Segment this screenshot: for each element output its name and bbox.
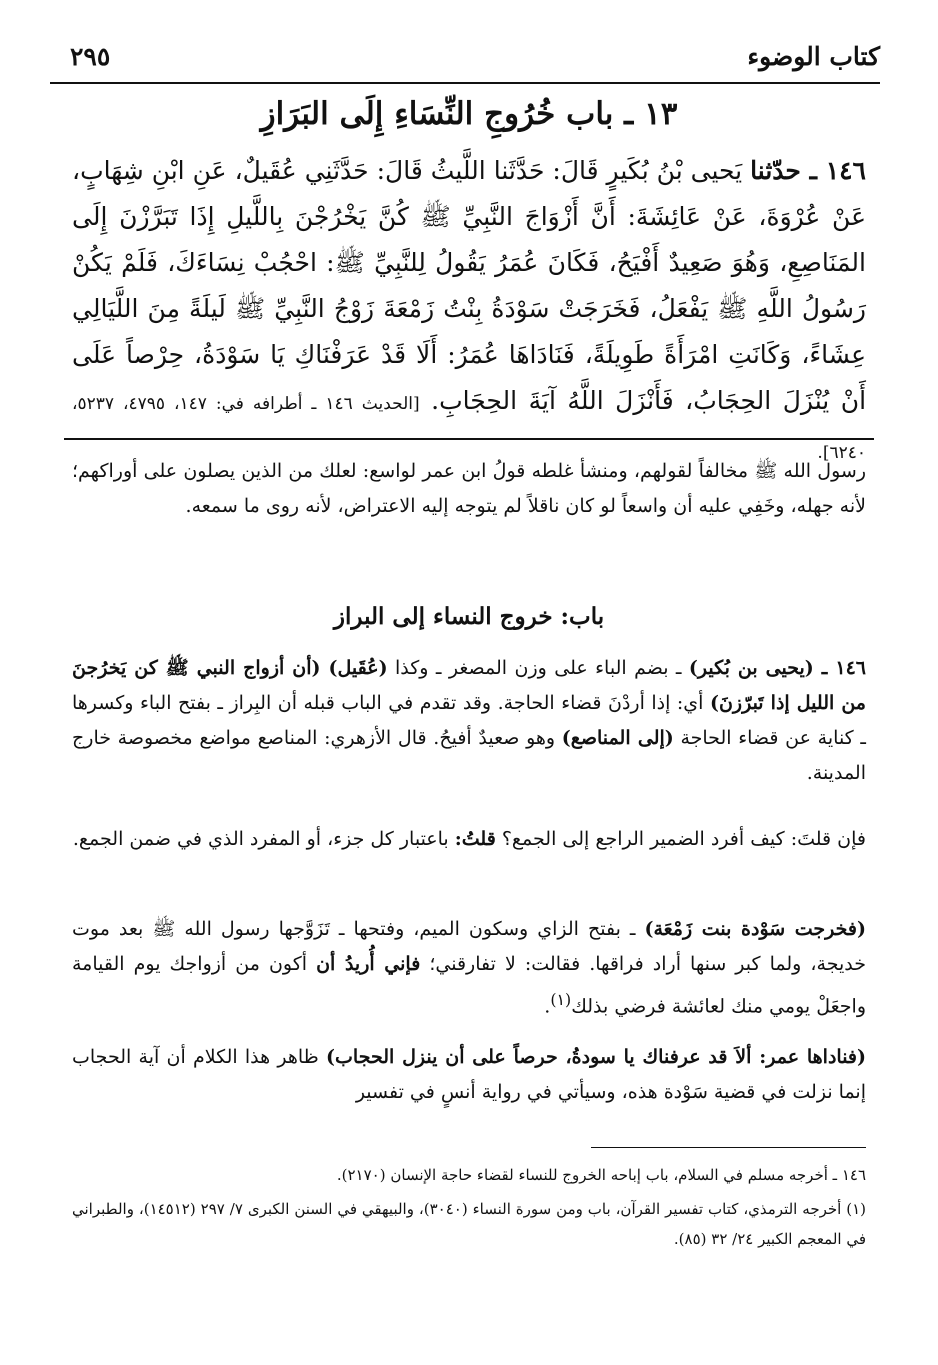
commentary-text: ـ بفتح الزاي وسكون الميم، وفتحها ـ تَزَوَّجها رسول الله ﷺ بعد موت خديجة، ولما كبر سنها أراد فراقها. فقالت: لا تفارقني؛ — [72, 918, 866, 975]
commentary-paragraph-1 — [72, 651, 866, 791]
commentary-text: أي: إذا أردْنَ قضاء الحاجة. وقد تقدم في الباب قبله أن البِراز ـ بفتح الباء وكسرها ـ كناية عن قضاء الحاجة — [72, 692, 866, 749]
footnote-marker: (١) — [550, 990, 572, 1009]
hadith-body: يَحيى بْنُ بُكَيرٍ قَالَ: حَدَّثَنا اللَّيثُ قَالَ: حَدَّثَنِي عُقَيلٌ، عَنِ ابْنِ شِهَابٍ، عَنْ عُرْوَةَ، عَنْ عَائِشَةَ: أَنَّ أَزْوَاجَ النَّبِيِّ ﷺ كُنَّ يَخْرُجْنَ بِاللَّيلِ إِذَا تَبَرَّزْنَ إِلَى المَنَاصِعِ، وَهُوَ صَعِيدٌ أَفْيَحُ، فَكَانَ عُمَرُ يَقُولُ لِلنَّبِيِّ ﷺ: احْجُبْ نِسَاءَكَ، فَلَمْ يَكُنْ رَسُولُ اللَّهِ ﷺ يَفْعَلُ، فَخَرَجَتْ سَوْدَةُ بِنْتُ زَمْعَةَ زَوْجُ النَّبِيِّ ﷺ لَيلَةً مِنَ اللَّيَالِي عِشَاءً، وَكَانَتِ امْرَأَةً طَوِيلَةً، فَنَادَاهَا عُمَرُ: أَلَا قَدْ عَرَفْنَاكِ يَا سَوْدَةُ، حِرْصاً عَلَى أَنْ يُنْزَلَ الحِجَابُ، فَأَنْزَلَ اللَّهُ آيَةَ الحِجَابِ. — [72, 156, 867, 415]
commentary-paragraph-3 — [72, 912, 866, 1024]
chapter-title: ١٣ ـ باب خُرُوجِ النِّسَاءِ إِلَى البَرَازِ — [260, 96, 678, 132]
footnote: ١٤٦ ـ أخرجه مسلم في السلام، باب إباحه الخروج للنساء لقضاء حاجة الإنسان (٢١٧٠). — [336, 1166, 866, 1184]
commentary-lemma: (فناداها عمر: ألاَ قد عرفناك يا سودةُ، حرصاً على أن ينزل الحجاب) — [326, 1046, 866, 1068]
commentary-text: فإن قلتَ: كيف أفرد الضمير الراجع إلى الجمع؟ — [495, 828, 866, 850]
commentary-lemma: قلتُ: — [454, 828, 496, 850]
commentary-carry-over: رسول الله ﷺ مخالفاً لقولهم، ومنشأ غلطه قولُ ابن عمر لواسع: لعلك من الذين يصلون على أوراكهم؛ لأنه جهله، وخَفِي عليه أن واسعاً لو كان ناقلاً لم يتوجه إليه الاعتراض، لأنه روى ما سمعه. — [72, 460, 866, 517]
footnote-divider — [591, 1147, 866, 1148]
commentary-text: . — [544, 995, 551, 1018]
commentary-chapter-title: باب: خروج النساء إلى البراز — [333, 603, 605, 630]
commentary-paragraph-2 — [72, 822, 866, 857]
commentary-text: ظاهر هذا الكلام أن آية الحجاب إنما نزلت في قضية سَوْدة هذه، وسيأتي في رواية أنسٍ في تفسير — [72, 1046, 866, 1103]
footnote: (١) أخرجه الترمذي، كتاب تفسير القرآن، باب ومن سورة النساء (٣٠٤٠)، والبيهقي في السنن الكبرى ٧/ ٢٩٧ (١٤٥١٢)، والطبراني في المعجم الكبير ٢٤/ ٣٢ (٨٥). — [72, 1200, 867, 1248]
page-header — [50, 38, 880, 84]
running-head: كتاب الوضوء — [747, 42, 880, 71]
commentary-text: وهو صعيدٌ أفيحُ. قال الأزهري: المناصع مواضع مخصوصة خارج المدينة. — [72, 727, 866, 784]
commentary-lemma: (فخرجت سَوْدة بنت زَمْعَة) — [644, 918, 866, 940]
commentary-paragraph-4 — [72, 1040, 866, 1110]
section-divider — [64, 438, 874, 440]
commentary-text: أكون من أزواجك يوم القيامة واجعَلْ يومي منك لعائشة فرضي بذلك — [72, 953, 866, 1018]
hadith-text-block — [72, 148, 866, 476]
page-number: ٢٩٥ — [70, 42, 111, 71]
commentary-lemma: ١٤٦ ـ (يحيى بن بُكير) — [688, 657, 866, 679]
commentary-lemma: فإني أُريدُ أن — [316, 953, 421, 975]
commentary-text: ـ بضم الباء على وزن المصغر ـ وكذا — [387, 657, 689, 679]
commentary-lemma: (إلى المناصع) — [561, 727, 674, 749]
hadith-cross-reference: [الحديث ١٤٦ ـ أطرافه في: ١٤٧، ٤٧٩٥، ٥٢٣٧، ٦٢٤٠]. — [72, 394, 866, 463]
commentary-lemma: (عُقَيل) (أن أزواج النبي ﷺ كن يَخرُجنَ من الليل إذا تَبرّزنَ) — [72, 657, 866, 714]
commentary-text: باعتبار كل جزء، أو المفرد الذي في ضمن الجمع. — [72, 828, 455, 850]
footnotes — [72, 1160, 866, 1258]
hadith-number: ١٤٦ ـ حدّثنا — [750, 156, 866, 185]
